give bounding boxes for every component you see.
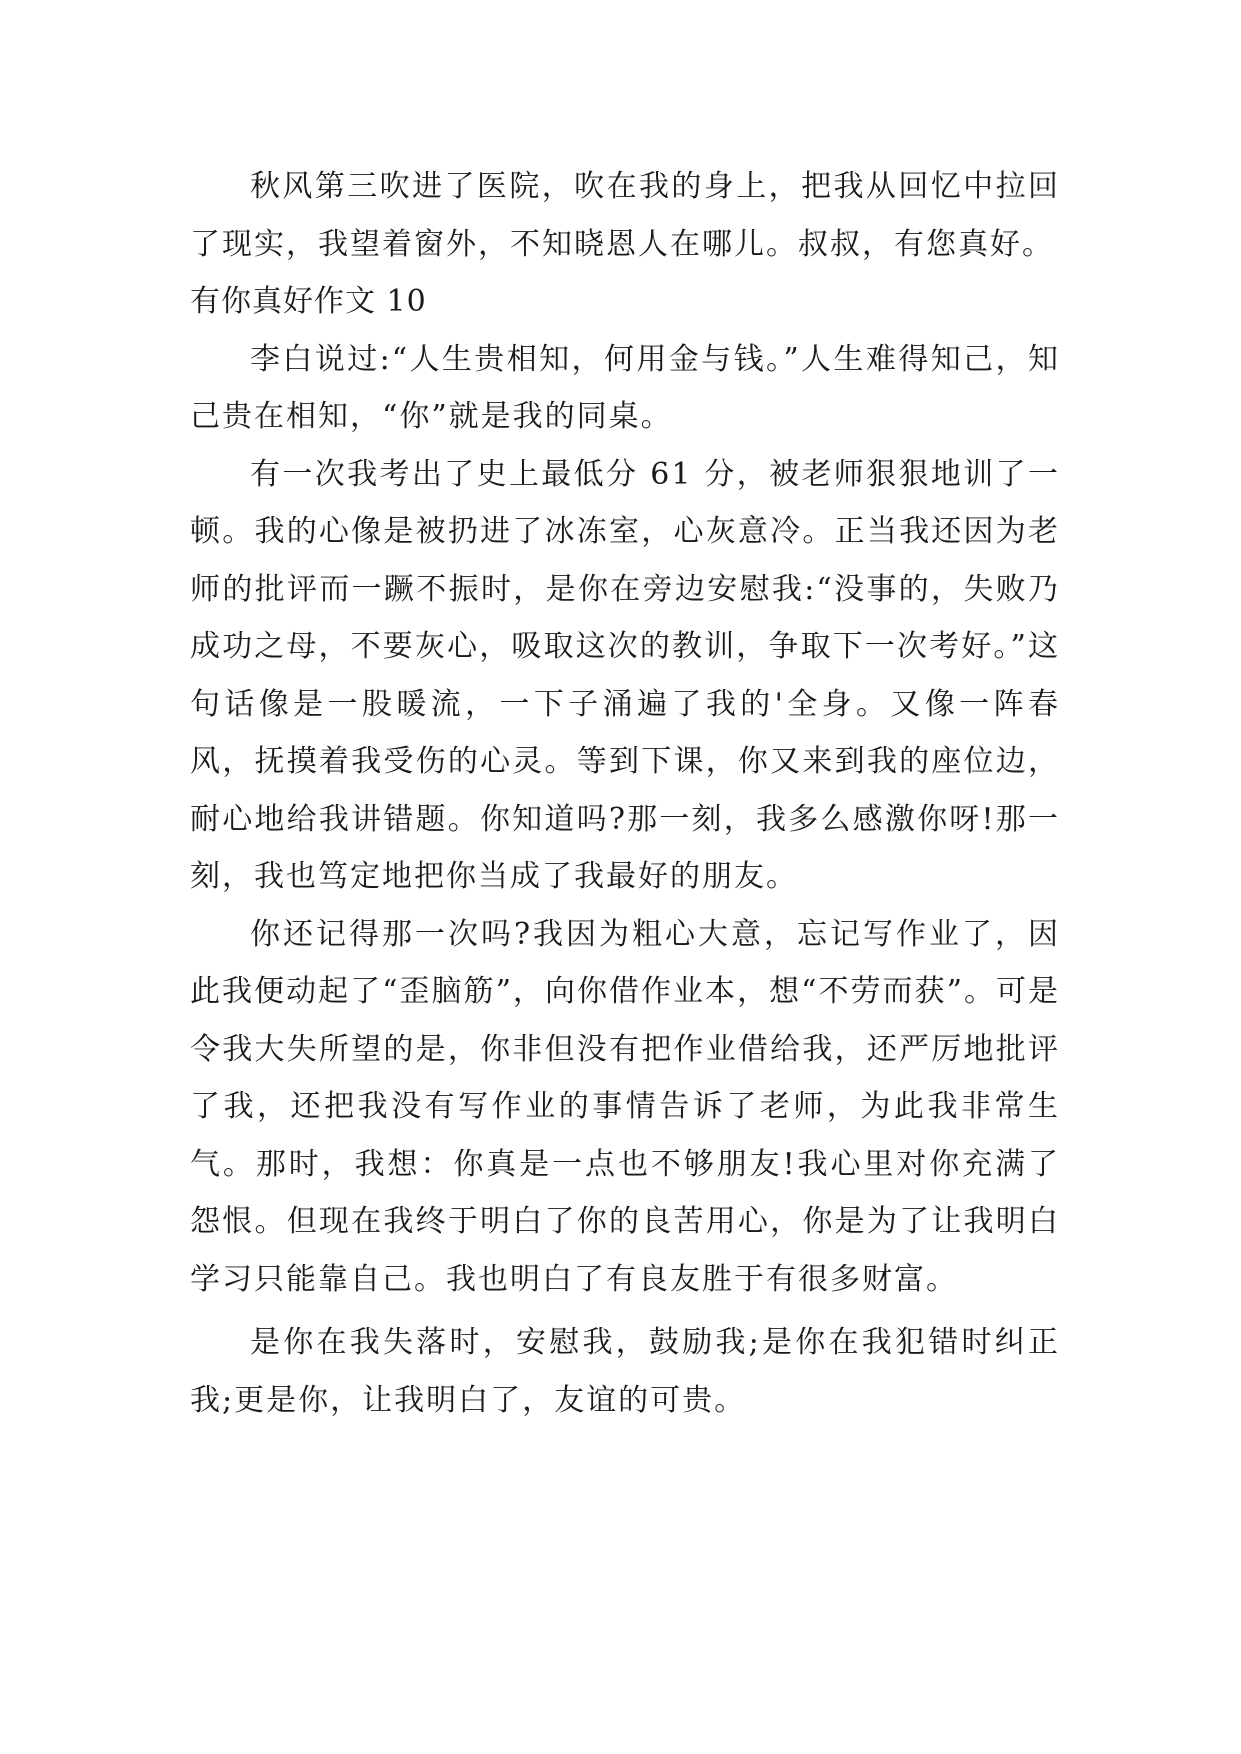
- paragraph-2: 有一次我考出了史上最低分 61 分，被老师狠狠地训了一顿。我的心像是被扔进了冰冻室，心灰意冷。正当我还因为老师的批评而一蹶不振时，是你在旁边安慰我:“没事的，失败乃成功之母，不要灰心，吸取这次的教训，争取下一次考好。”这句话像是一股暖流，一下子涌遍了我的'全身。又像一阵春风，抚摸着我受伤的心灵。等到下课，你又来到我的座位边，耐心地给我讲错题。你知道吗?那一刻，我多么感激你呀!那一刻，我也笃定地把你当成了我最好的朋友。: [190, 456, 1060, 894]
- paragraph-3: 你还记得那一次吗?我因为粗心大意，忘记写作业了，因此我便动起了“歪脑筋”，向你借作业本，想“不劳而获”。可是令我大失所望的是，你非但没有把作业借给我，还严厉地批评了我，还把我没有写作业的事情告诉了老师，为此我非常生气。那时，我想：你真是一点也不够朋友!我心里对你充满了怨恨。但现在我终于明白了你的良苦用心，你是为了让我明白学习只能靠自己。我也明白了有良友胜于有很多财富。: [190, 916, 1060, 1297]
- paragraph-intro: 秋风第三吹进了医院，吹在我的身上，把我从回忆中拉回了现实，我望着窗外，不知晓恩人在哪儿。叔叔，有您真好。: [190, 169, 1060, 262]
- essay-heading: 有你真好作文 10: [190, 284, 427, 319]
- document-page: [190, 158, 1060, 1429]
- paragraph-1: 李白说过:“人生贵相知，何用金与钱。”人生难得知己，知己贵在相知，“你”就是我的同桌。: [190, 341, 1060, 434]
- paragraph-4: 是你在我失落时，安慰我，鼓励我;是你在我犯错时纠正我;更是你，让我明白了，友谊的可贵。: [190, 1325, 1060, 1418]
